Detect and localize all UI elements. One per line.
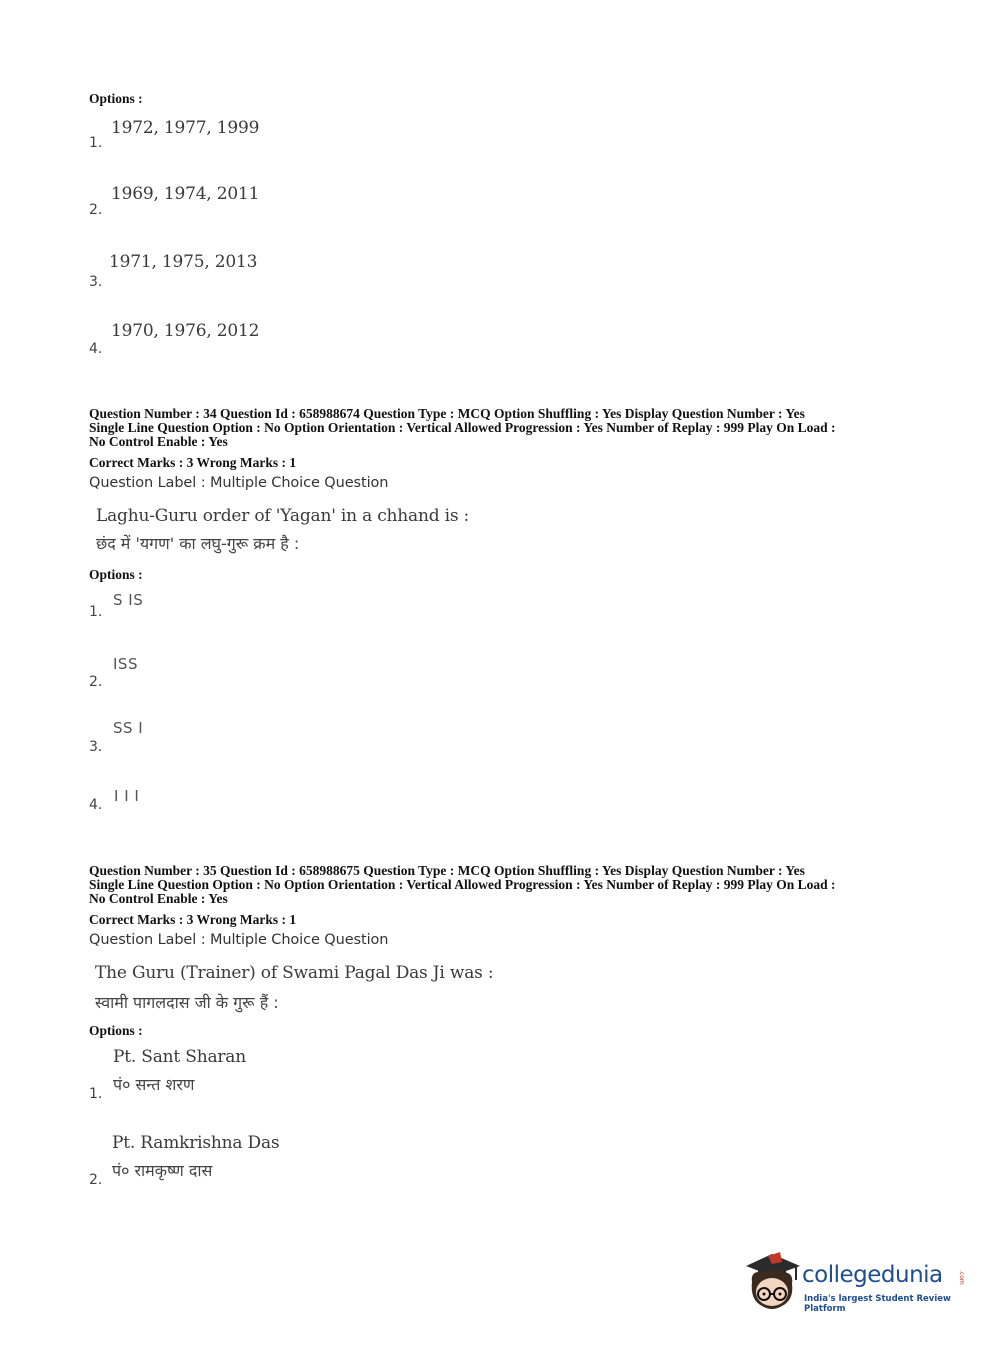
question-text-hi: स्वामी पागलदास जी के गुरू हैं : — [95, 993, 279, 1012]
option-number: 2. — [89, 1172, 103, 1188]
collegedunia-logo — [742, 1248, 972, 1318]
option-number: 1. — [89, 604, 103, 620]
option-text: 1970, 1976, 2012 — [111, 321, 260, 341]
option-number: 4. — [89, 797, 103, 813]
logo-wordmark: collegedunia — [802, 1262, 943, 1288]
option-text: SS I — [113, 719, 144, 737]
question-text-hi: छंद में 'यगण' का लघु-गुरू क्रम है : — [96, 534, 300, 553]
option-number: 4. — [89, 341, 103, 357]
question-label: Question Label : Multiple Choice Question — [89, 932, 389, 948]
option-number: 2. — [89, 674, 103, 690]
option-number: 1. — [89, 135, 103, 151]
logo-dotcom: .com — [958, 1270, 965, 1285]
question-marks: Correct Marks : 3 Wrong Marks : 1 — [89, 912, 297, 927]
options-label: Options : — [89, 567, 143, 582]
options-label: Options : — [89, 91, 143, 106]
question-meta-line: No Control Enable : Yes — [89, 891, 228, 906]
question-marks: Correct Marks : 3 Wrong Marks : 1 — [89, 455, 297, 470]
option-text: ISS — [113, 655, 138, 673]
option-text-en: Pt. Ramkrishna Das — [112, 1133, 280, 1153]
option-text-en: Pt. Sant Sharan — [113, 1047, 246, 1067]
option-text: 1969, 1974, 2011 — [111, 184, 260, 204]
question-meta-line: Question Number : 34 Question Id : 658988674 Question Type : MCQ Option Shuffling : Yes Display Question Number : Yes — [89, 406, 805, 421]
option-text: 1972, 1977, 1999 — [111, 118, 260, 138]
question-text-en: The Guru (Trainer) of Swami Pagal Das Ji was : — [95, 963, 494, 983]
options-label: Options : — [89, 1023, 143, 1038]
question-text-en: Laghu-Guru order of 'Yagan' in a chhand is : — [96, 506, 470, 526]
question-label: Question Label : Multiple Choice Question — [89, 475, 389, 491]
option-number: 2. — [89, 202, 103, 218]
option-text: S IS — [113, 591, 144, 609]
option-text: 1971, 1975, 2013 — [109, 252, 258, 272]
option-number: 3. — [89, 274, 103, 290]
option-text-hi: पं० रामकृष्ण दास — [112, 1161, 213, 1180]
question-meta-line: Question Number : 35 Question Id : 658988675 Question Type : MCQ Option Shuffling : Yes Display Question Number : Yes — [89, 863, 805, 878]
mascot-icon — [742, 1248, 804, 1314]
question-meta-line: Single Line Question Option : No Option Orientation : Vertical Allowed Progression : Yes Number of Replay : 999 Play On Load : — [89, 420, 836, 435]
option-text-hi: पं० सन्त शरण — [113, 1075, 195, 1094]
option-text: I I I — [114, 787, 140, 805]
question-meta-line: No Control Enable : Yes — [89, 434, 228, 449]
option-number: 3. — [89, 739, 103, 755]
question-meta-line: Single Line Question Option : No Option Orientation : Vertical Allowed Progression : Yes Number of Replay : 999 Play On Load : — [89, 877, 836, 892]
logo-tagline: India's largest Student Review Platform — [804, 1294, 951, 1314]
option-number: 1. — [89, 1086, 103, 1102]
